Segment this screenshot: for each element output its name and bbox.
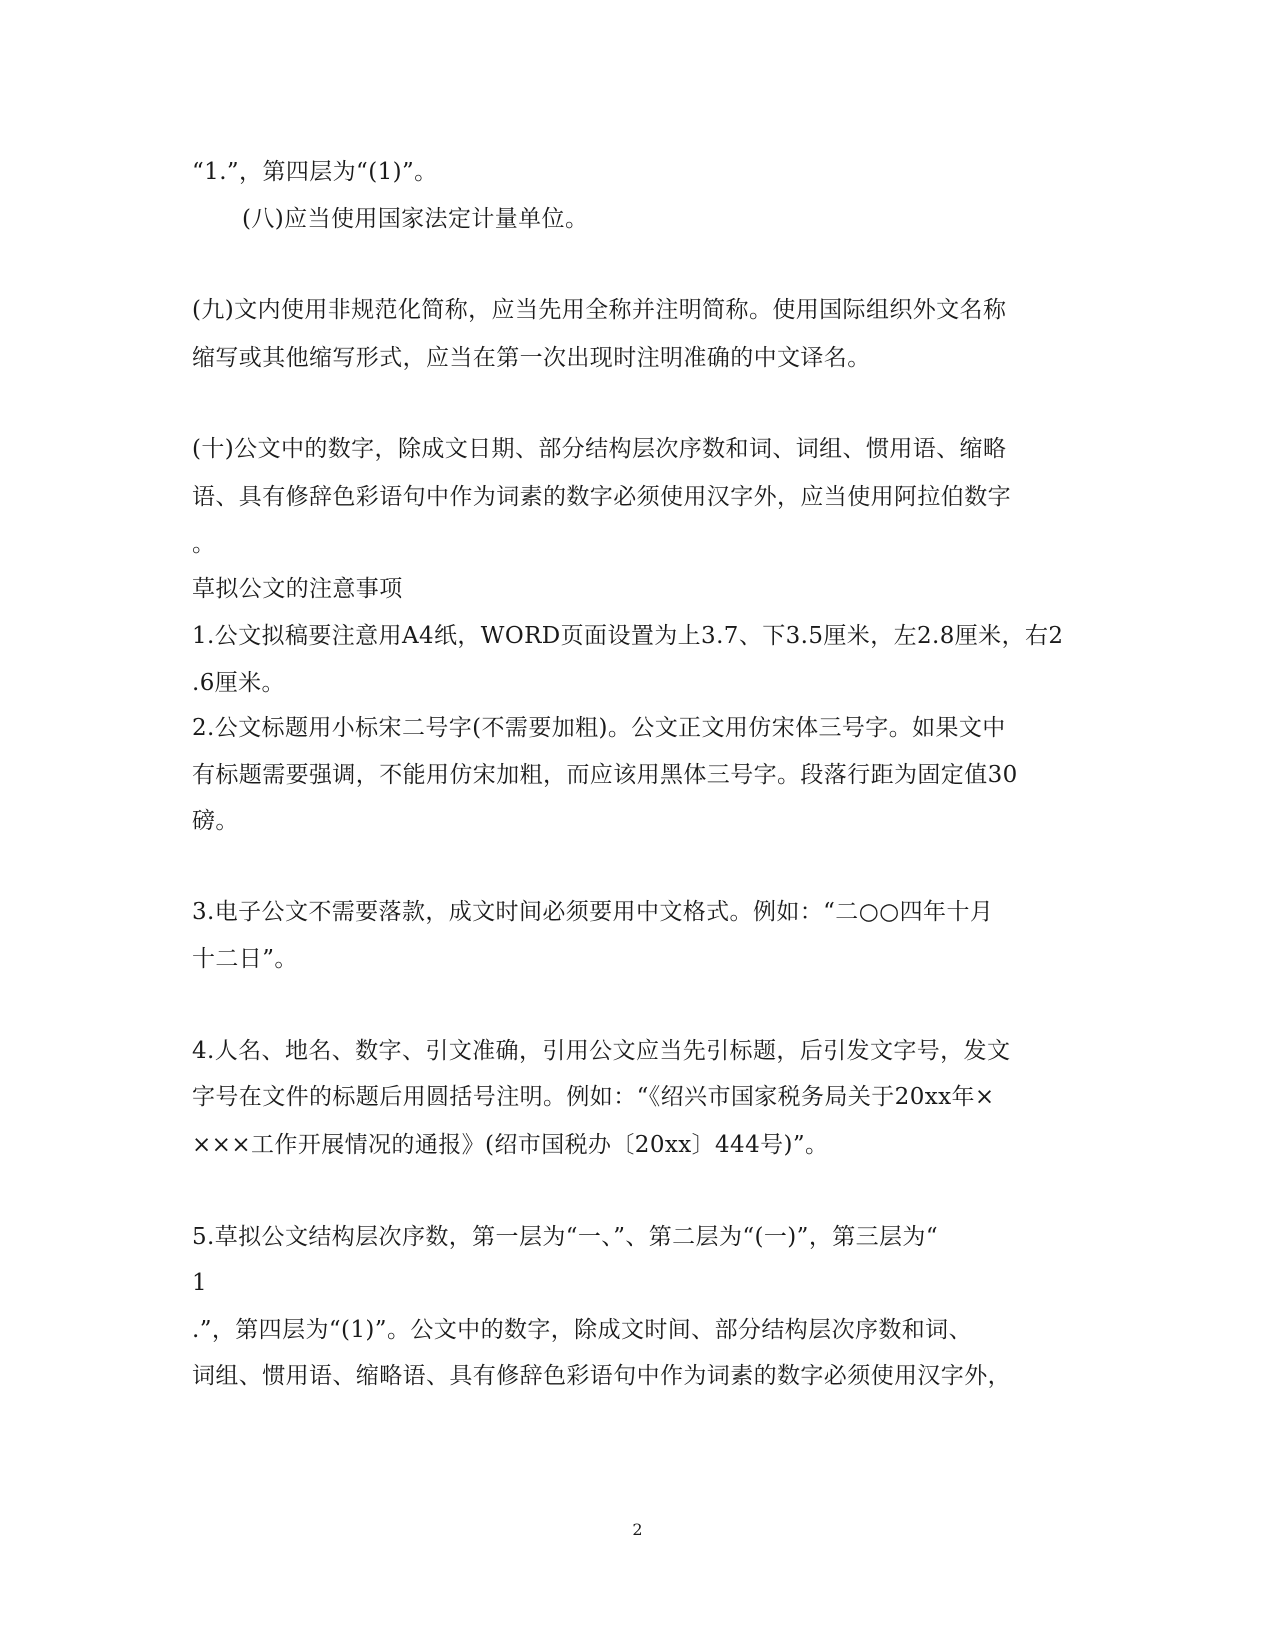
page-number: 2 [632,1520,643,1539]
text-line: 有标题需要强调，不能用仿宋加粗，而应该用黑体三号字。段落行距为固定值30 [192,762,1018,788]
text-line: 语、具有修辞色彩语句中作为词素的数字必须使用汉字外，应当使用阿拉伯数字 [192,484,1011,510]
text-line: 。 [192,531,216,557]
text-line: 5.草拟公文结构层次序数，第一层为“一、”、第二层为“(一)”，第三层为“ [192,1224,938,1250]
text-line: .6厘米。 [192,670,285,696]
text-line: 字号在文件的标题后用圆括号注明。例如：“《绍兴市国家税务局关于20xx年× [192,1084,995,1110]
text-line: (八)应当使用国家法定计量单位。 [242,206,589,232]
text-line: 1 [192,1270,208,1296]
text-line: 缩写或其他缩写形式，应当在第一次出现时注明准确的中文译名。 [192,345,871,371]
text-line: 1.公文拟稿要注意用A4纸，WORD页面设置为上3.7、下3.5厘米，左2.8厘米，右2 [192,623,1064,649]
text-line: .”，第四层为“(1)”。公文中的数字，除成文时间、部分结构层次序数和词、 [192,1317,972,1343]
section-heading: 草拟公文的注意事项 [192,576,403,602]
text-line: 4.人名、地名、数字、引文准确，引用公文应当先引标题，后引发文字号，发文 [192,1038,1011,1064]
text-line: 磅。 [192,808,239,834]
text-line: 词组、惯用语、缩略语、具有修辞色彩语句中作为词素的数字必须使用汉字外， [192,1363,1011,1389]
text-line: 3.电子公文不需要落款，成文时间必须要用中文格式。例如：“二○○四年十月 [192,899,994,925]
text-line: 十二日”。 [192,946,298,972]
text-line: (九)文内使用非规范化简称，应当先用全称并注明简称。使用国际组织外文名称 [192,297,1007,323]
text-line: “1.”，第四层为“(1)”。 [192,159,438,185]
text-line: ×××工作开展情况的通报》(绍市国税办〔20xx〕444号)”。 [192,1132,829,1158]
text-line: (十)公文中的数字，除成文日期、部分结构层次序数和词、词组、惯用语、缩略 [192,436,1007,462]
text-line: 2.公文标题用小标宋二号字(不需要加粗)。公文正文用仿宋体三号字。如果文中 [192,715,1006,741]
